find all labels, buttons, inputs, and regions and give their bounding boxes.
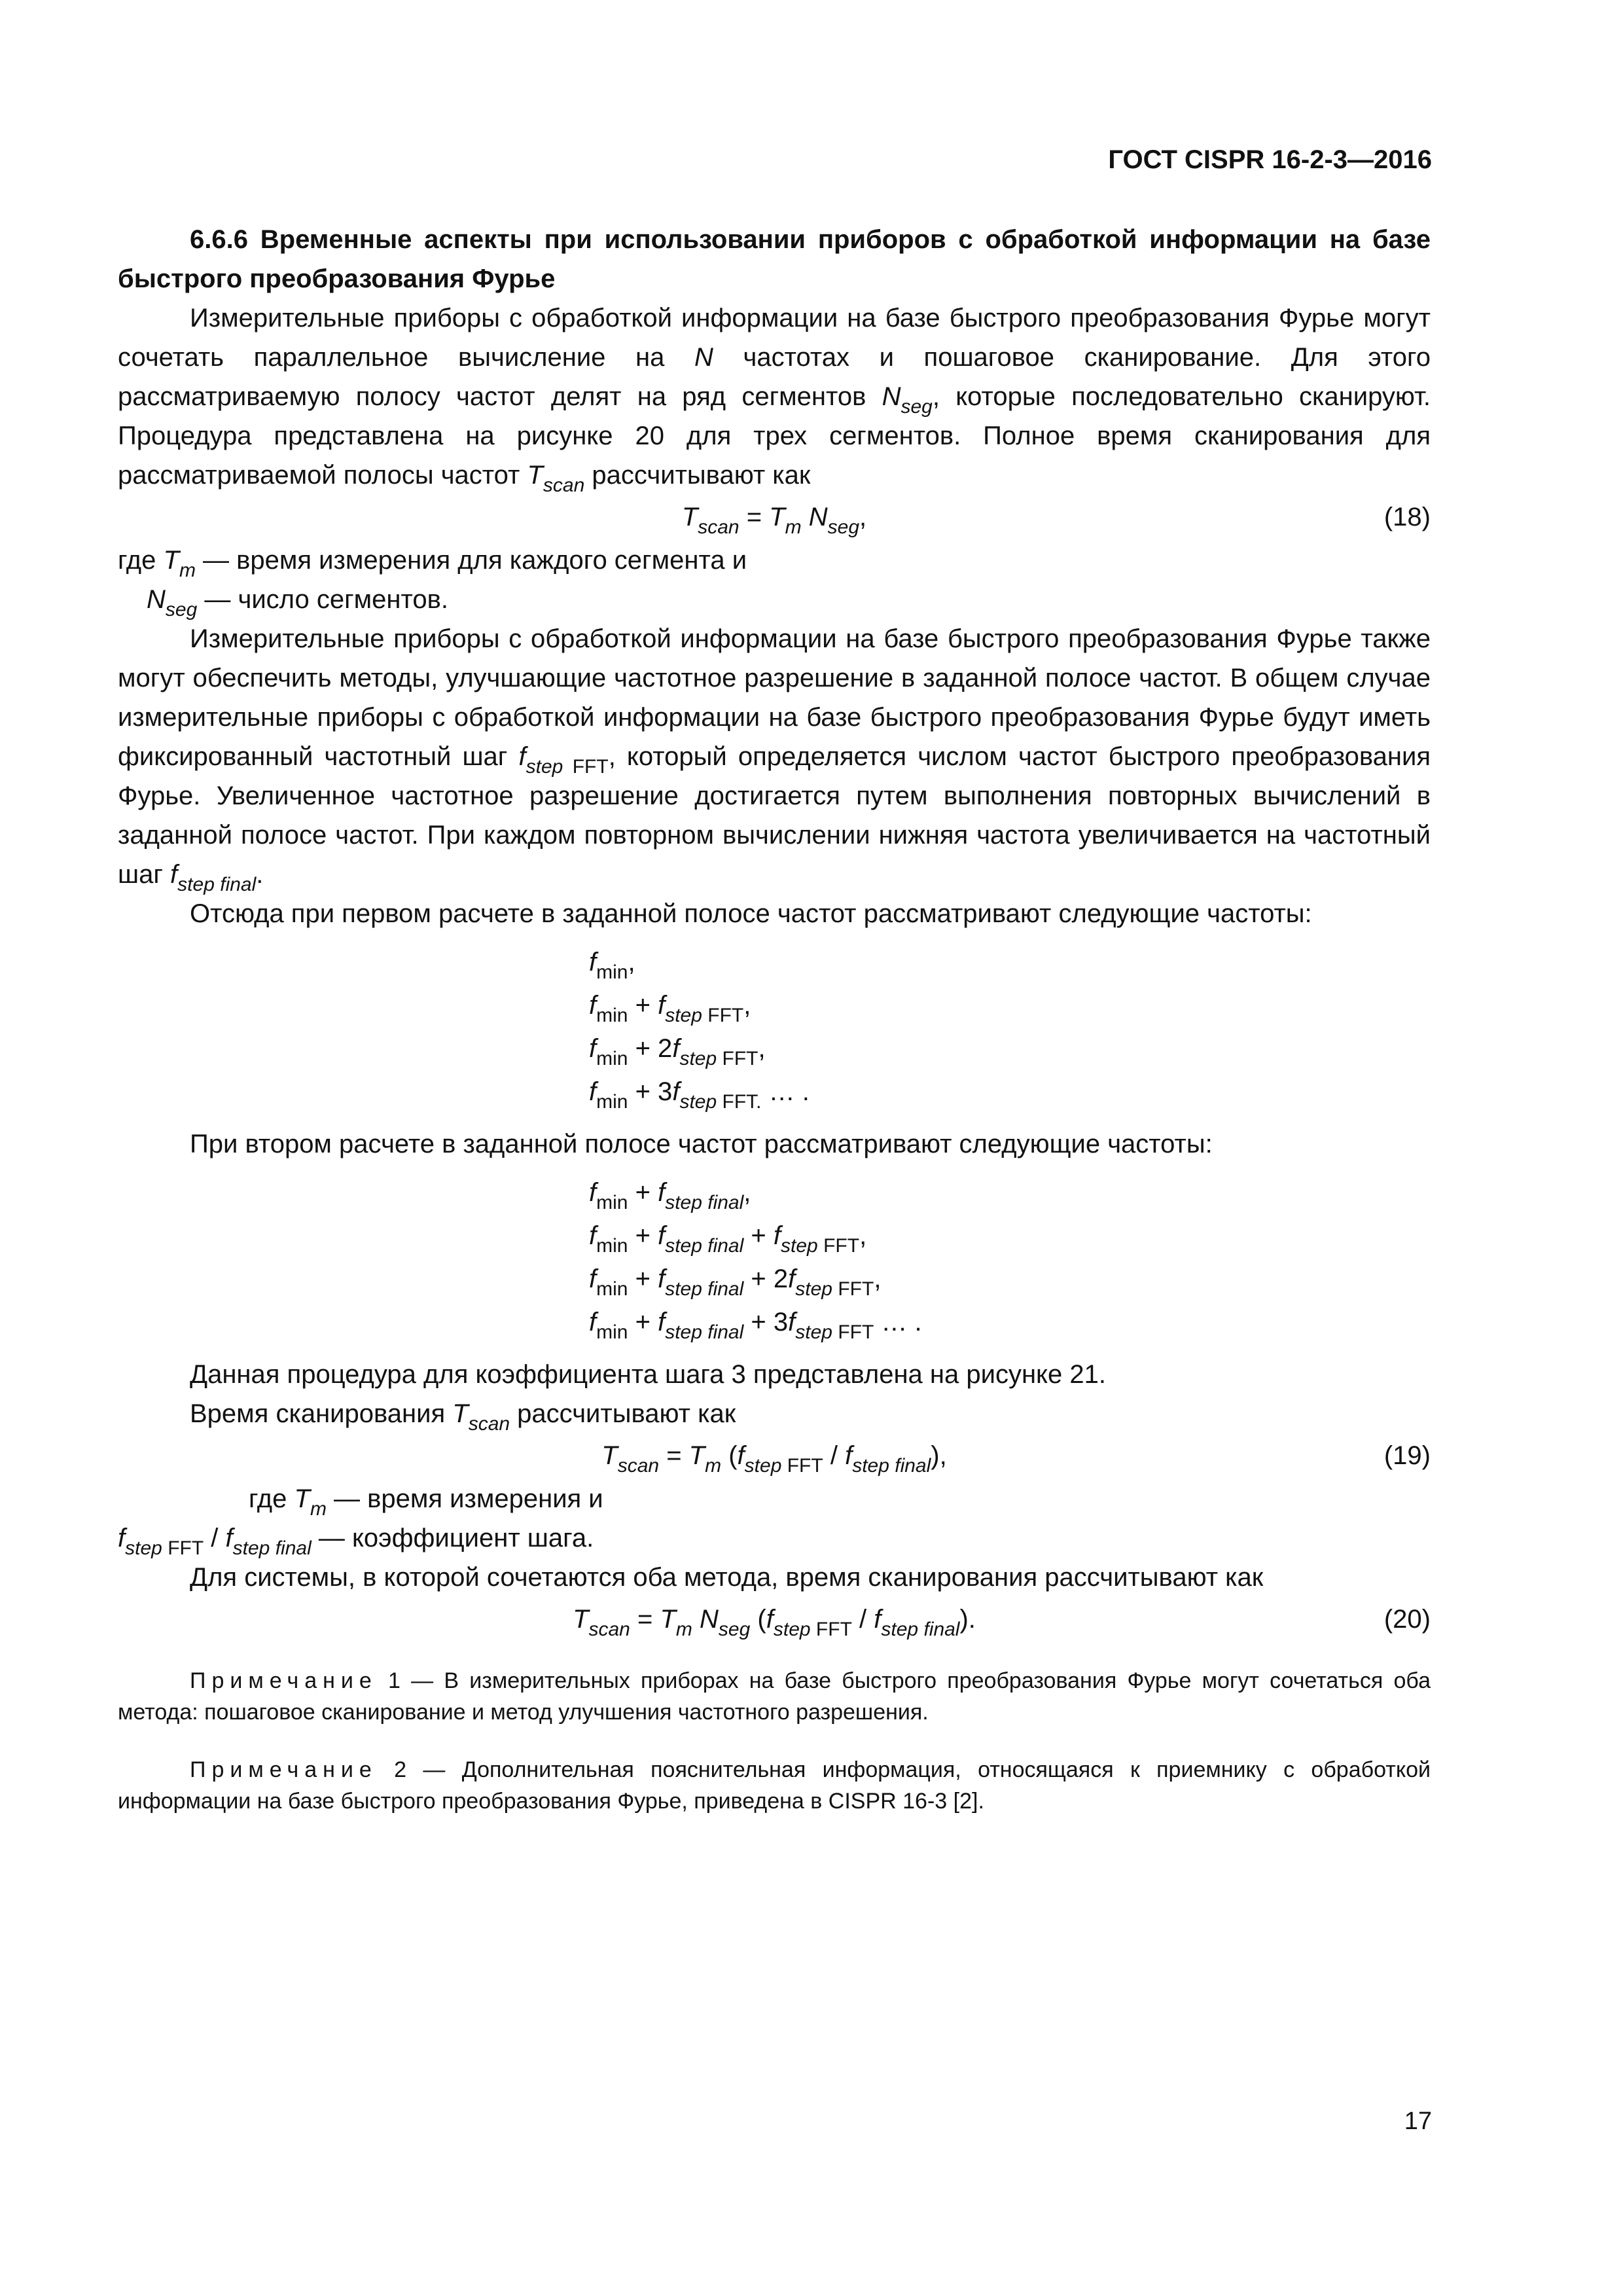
page-number: 17 <box>1404 2108 1432 2135</box>
frequency-item: $f_{min} + 3f_{step FFT.}$ … . <box>589 1077 810 1113</box>
equation-18-formula: $T_{scan} = T_m$ $N_{seg}$, <box>681 503 867 538</box>
paragraph-first-calc: Отсюда при первом расчете в заданной полосе частот рассматривают следующие частоты: <box>190 899 1312 928</box>
note-2: Примечание 2 — Дополнительная пояснительная информация, относящаяся к приемнику с обработкой информации на базе быстрого преобразования Фурье, приведена в CISPR 16-3 [2]. <box>118 1757 1431 1814</box>
where-18-line-2: $N_{seg}$ — число сегментов. <box>147 585 448 620</box>
second-calc-frequency-list <box>589 1173 1431 1346</box>
frequency-item: $f_{min} + f_{step final}$, <box>589 1178 751 1213</box>
frequency-item: $f_{min} + f_{step final} + 2f_{step FFT}$, <box>589 1265 882 1300</box>
paragraph-resolution: Измерительные приборы с обработкой информации на базе быстрого преобразования Фурье также могут обеспечить методы, улучшающие частотное разрешение в заданной полосе частот. В общем случае измерительные приборы с обработкой информации на базе быстрого преобразования Фурье будут иметь фиксированный частотный шаг $f_{step FFT}$, который определяется числом частот быстрого преобразования Фурье. Увеличенное частотное разрешение достигается путем выполнения повторных вычислений в заданной полосе частот. При каждом повторном вычислении нижняя частота увеличивается на частотный шаг $f_{step final}$. <box>118 624 1431 895</box>
equation-20 <box>118 1600 1431 1640</box>
frequency-item: $f_{min} + f_{step final} + 3f_{step FFT}$ … . <box>589 1308 922 1343</box>
where-19-line-1: где $T_m$ — время измерения и <box>249 1484 603 1520</box>
section-heading: 6.6.6 Временные аспекты при использовании приборов с обработкой информации на базе быстрого преобразования Фурье <box>118 225 1431 293</box>
note-1: Примечание 1 — В измерительных приборах на базе быстрого преобразования Фурье могут сочетаться оба метода: пошаговое сканирование и метод улучшения частотного разрешения. <box>118 1668 1431 1725</box>
paragraph-procedure: Данная процедура для коэффициента шага 3 представлена на рисунке 21. <box>190 1360 1106 1389</box>
paragraph-combined: Для системы, в которой сочетаются оба метода, время сканирования рассчитывают как <box>190 1563 1264 1592</box>
equation-19 <box>118 1436 1431 1477</box>
first-calc-frequency-list <box>589 942 1431 1115</box>
document-header: ГОСТ CISPR 16-2-3—2016 <box>1108 145 1432 174</box>
paragraph-scan-time: Время сканирования $T_{scan}$ рассчитывают как <box>190 1399 736 1435</box>
frequency-item: $f_{min} + 2f_{step FFT}$, <box>589 1034 766 1069</box>
equation-19-number: (19) <box>1383 1441 1431 1470</box>
equation-20-formula: $T_{scan} = T_m$ $N_{seg}$ $(f_{step FFT} / f_{step final})$. <box>573 1605 976 1640</box>
document-body <box>118 220 1431 1817</box>
where-19-line-2: $f_{step FFT} / f_{step final}$ — коэффициент шага. <box>118 1524 594 1559</box>
equation-18-number: (18) <box>1383 503 1431 531</box>
equation-19-formula: $T_{scan} = T_m$ $(f_{step FFT} / f_{step final})$, <box>601 1441 947 1477</box>
where-18-line-1: где $T_m$ — время измерения для каждого сегмента и <box>118 546 747 581</box>
equation-18 <box>118 497 1431 538</box>
paragraph-intro: Измерительные приборы с обработкой информации на базе быстрого преобразования Фурье могут сочетать параллельное вычисление на N частотах и пошаговое сканирование. Для этого рассматриваемую полосу частот делят на ряд сегментов $N_{seg}$, которые последовательно сканируют. Процедура представлена на рисунке 20 для трех сегментов. Полное время сканирования для рассматриваемой полосы частот $T_{scan}$ рассчитывают как <box>118 304 1431 496</box>
frequency-item: $f_{min}$, <box>589 948 635 983</box>
frequency-item: $f_{min} + f_{step final} + f_{step FFT}$, <box>589 1221 867 1257</box>
paragraph-second-calc: При втором расчете в заданной полосе частот рассматривают следующие частоты: <box>190 1130 1213 1158</box>
frequency-item: $f_{min} + f_{step FFT}$, <box>589 991 751 1026</box>
equation-20-number: (20) <box>1383 1605 1431 1634</box>
